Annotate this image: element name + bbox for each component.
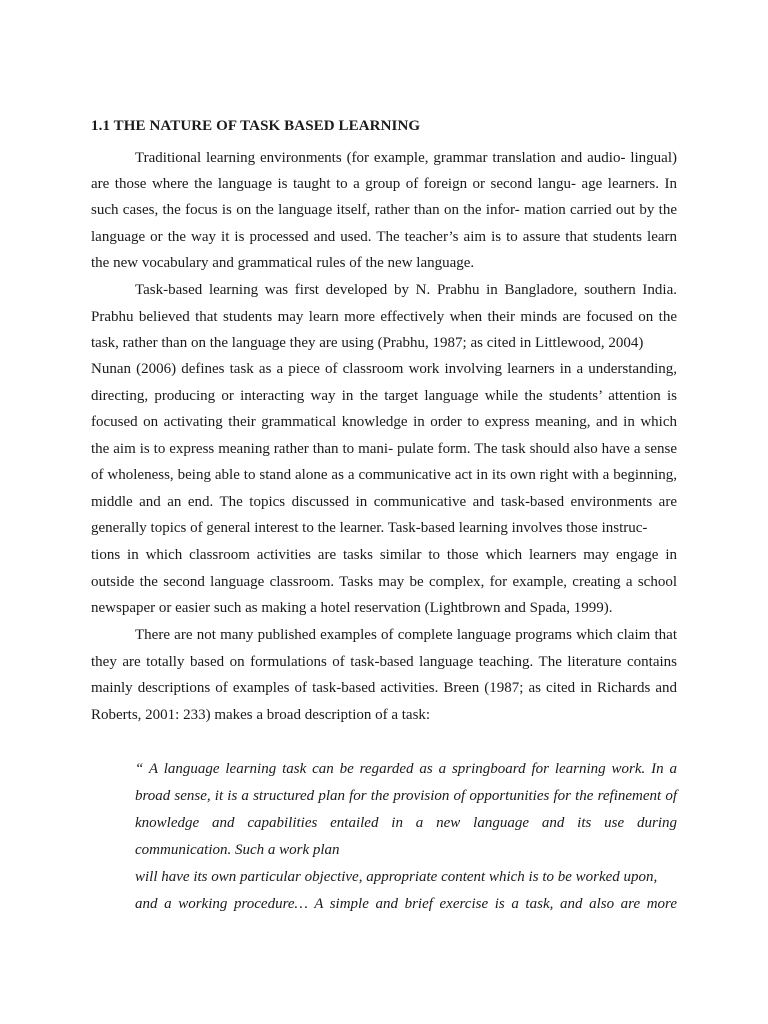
quote-line-3: knowledge and capabilities entailed in a new language and its use during: [135, 815, 677, 831]
paragraph-3-line-1: There are not many published examples of complete language programs which claim that: [135, 627, 677, 643]
paragraph-2-line-2: Prabhu believed that students may learn more effectively when their minds are focused on the: [91, 309, 677, 325]
paragraph-2-line-6: focused on activating their grammatical knowledge in order to express meaning, and in which: [91, 414, 677, 430]
quote-line-5: will have its own particular objective, appropriate content which is to be worked upon,: [135, 869, 658, 885]
paragraph-1-line-2: are those where the language is taught to a group of foreign or second langu- age learners. In: [91, 176, 677, 192]
paragraph-2-line-12: outside the second language classroom. Tasks may be complex, for example, creating a school: [91, 574, 677, 590]
paragraph-3-line-4: Roberts, 2001: 233) makes a broad description of a task:: [91, 707, 431, 723]
paragraph-1-line-3: such cases, the focus is on the language itself, rather than on the infor- mation carried out by the: [91, 202, 677, 218]
paragraph-3-line-2: they are totally based on formulations of task-based language teaching. The literature contains: [91, 654, 677, 670]
paragraph-3-line-3: mainly descriptions of examples of task-based activities. Breen (1987; as cited in Richards and: [91, 680, 677, 696]
paragraph-1-line-5: the new vocabulary and grammatical rules of the new language.: [91, 255, 475, 271]
paragraph-2-line-3: task, rather than on the language they are using (Prabhu, 1987; as cited in Littlewood, 2004): [91, 335, 644, 351]
paragraph-2-line-8: of wholeness, being able to stand alone as a communicative act in its own right with a beginning,: [91, 467, 677, 483]
paragraph-2-line-9: middle and an end. The topics discussed in communicative and task-based environments are: [91, 494, 677, 510]
paragraph-2-line-13: newspaper or easier such as making a hotel reservation (Lightbrown and Spada, 1999).: [91, 600, 613, 616]
paragraph-2-line-7: the aim is to express meaning rather than to mani- pulate form. The task should also have a sense: [91, 441, 677, 457]
paragraph-2-line-11: tions in which classroom activities are tasks similar to those which learners may engage in: [91, 547, 677, 563]
paragraph-2-line-1: Task-based learning was first developed by N. Prabhu in Bangladore, southern India.: [135, 282, 677, 298]
quote-line-2: broad sense, it is a structured plan for the provision of opportunities for the refinement of: [135, 788, 677, 804]
quote-line-1: “ A language learning task can be regarded as a springboard for learning work. In a: [135, 761, 677, 777]
quote-line-4: communication. Such a work plan: [135, 842, 340, 858]
quote-line-6: and a working procedure… A simple and brief exercise is a task, and also are more: [135, 896, 677, 912]
paragraph-2-line-4: Nunan (2006) defines task as a piece of classroom work involving learners in a understanding,: [91, 361, 677, 377]
paragraph-2-line-5: directing, producing or interacting way in the target language while the students’ attention is: [91, 388, 677, 404]
paragraph-2-line-10: generally topics of general interest to the learner. Task-based learning involves those instruc-: [91, 520, 648, 536]
paragraph-1-line-1: Traditional learning environments (for example, grammar translation and audio- lingual): [135, 150, 677, 166]
paragraph-1-line-4: language or the way it is processed and used. The teacher’s aim is to assure that students learn: [91, 229, 677, 245]
section-heading: 1.1 THE NATURE OF TASK BASED LEARNING: [91, 118, 421, 134]
